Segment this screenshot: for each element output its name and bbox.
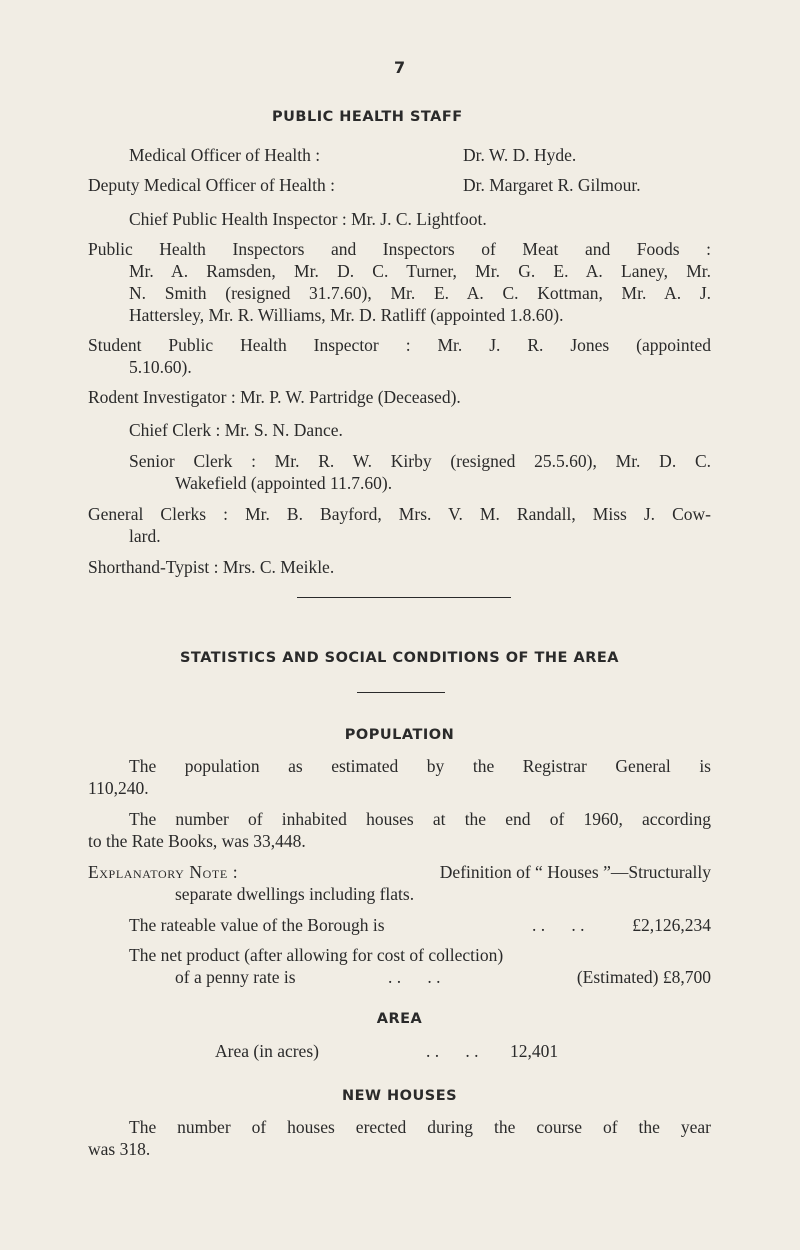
explanatory-note-text: Definition of “ Houses ”—Structurally <box>439 862 711 882</box>
penny-rate-dots: . . . . <box>388 967 441 987</box>
dmoh-name: Dr. Margaret R. Gilmour. <box>463 175 641 195</box>
general-clerks-line-1: General Clerks : Mr. B. Bayford, Mrs. V. M. Randall, Miss J. Cow- <box>88 504 711 524</box>
senior-clerk-line-1: Senior Clerk : Mr. R. W. Kirby (resigned 25.5.60), Mr. D. C. <box>129 451 711 471</box>
moh-label: Medical Officer of Health : <box>129 145 321 165</box>
rateable-value-label: The rateable value of the Borough is <box>129 915 385 935</box>
phi-line-4: Hattersley, Mr. R. Williams, Mr. D. Ratliff (appointed 1.8.60). <box>129 305 564 325</box>
penny-rate-line-1: The net product (after allowing for cost of collection) <box>129 945 504 965</box>
general-clerks-line-2: lard. <box>129 526 161 546</box>
student-line-2: 5.10.60). <box>129 357 192 377</box>
population-estimate-line-2: 110,240. <box>88 778 149 798</box>
student-line-1: Student Public Health Inspector : Mr. J. R. Jones (appointed <box>88 335 711 355</box>
rodent-investigator: Rodent Investigator : Mr. P. W. Partridge (Deceased). <box>88 387 461 407</box>
area-value: 12,401 <box>510 1041 559 1061</box>
rateable-value-dots: . . . . <box>532 915 585 935</box>
short-divider-rule <box>357 692 445 693</box>
new-houses-line-2: was 318. <box>88 1139 151 1159</box>
page-number: 7 <box>394 58 406 77</box>
explanatory-note-label: Explanatory Note : <box>88 862 239 882</box>
staff-heading: PUBLIC HEALTH STAFF <box>272 109 463 125</box>
population-estimate-line-1: The population as estimated by the Registrar General is <box>129 756 711 776</box>
moh-name: Dr. W. D. Hyde. <box>463 145 577 165</box>
new-houses-line-1: The number of houses erected during the course of the year <box>129 1117 711 1137</box>
penny-rate-amount: (Estimated) £8,700 <box>576 967 711 987</box>
new-houses-heading: NEW HOUSES <box>341 1088 458 1104</box>
phi-line-3: N. Smith (resigned 31.7.60), Mr. E. A. C. Kottman, Mr. A. J. <box>129 283 711 303</box>
area-label: Area (in acres) <box>215 1041 319 1061</box>
inhabited-houses-line-1: The number of inhabited houses at the end of 1960, according <box>129 809 711 829</box>
phi-line-2: Mr. A. Ramsden, Mr. D. C. Turner, Mr. G. E. A. Laney, Mr. <box>129 261 711 281</box>
statistics-heading: STATISTICS AND SOCIAL CONDITIONS OF THE AREA <box>179 650 620 666</box>
population-heading: POPULATION <box>344 727 455 743</box>
senior-clerk-line-2: Wakefield (appointed 11.7.60). <box>175 473 393 493</box>
dmoh-label: Deputy Medical Officer of Health : <box>88 175 336 195</box>
penny-rate-label: of a penny rate is <box>175 967 296 987</box>
area-heading: AREA <box>376 1011 423 1027</box>
explanatory-note-text-2: separate dwellings including flats. <box>175 884 415 904</box>
shorthand-typist: Shorthand-Typist : Mrs. C. Meikle. <box>88 557 335 577</box>
area-dots: . . . . <box>426 1041 479 1061</box>
phi-line-1: Public Health Inspectors and Inspectors of Meat and Foods : <box>88 239 711 259</box>
chief-clerk: Chief Clerk : Mr. S. N. Dance. <box>129 420 343 440</box>
divider-rule <box>297 597 511 598</box>
chief-phi: Chief Public Health Inspector : Mr. J. C. Lightfoot. <box>129 209 487 229</box>
inhabited-houses-line-2: to the Rate Books, was 33,448. <box>88 831 306 851</box>
rateable-value-amount: £2,126,234 <box>632 915 711 935</box>
